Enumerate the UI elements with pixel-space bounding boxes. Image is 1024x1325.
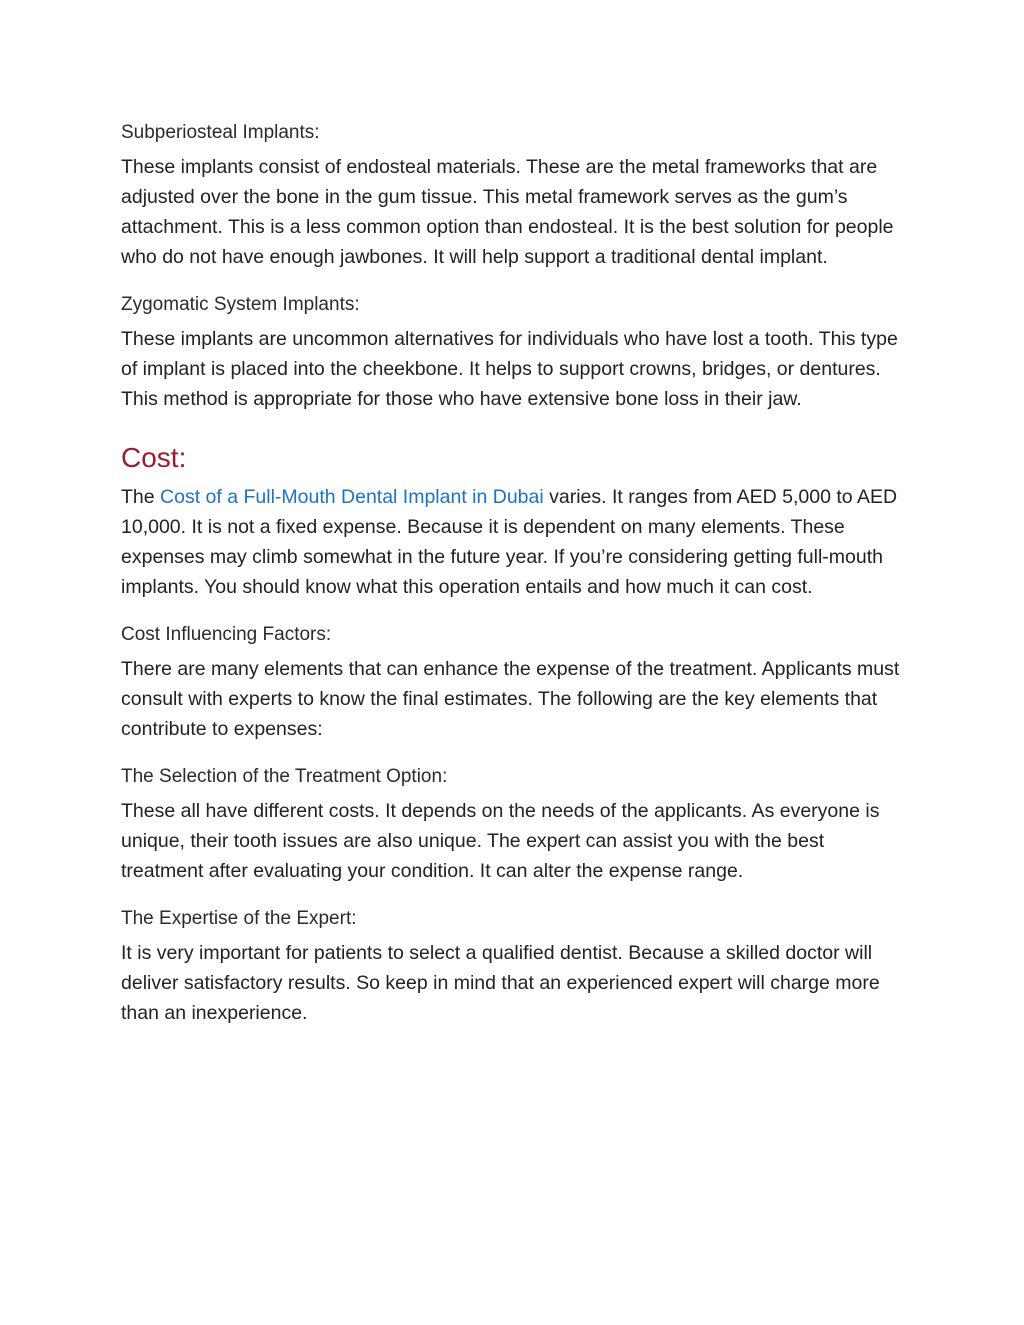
cost-paragraph bbox=[121, 482, 911, 602]
cost-section-heading: Cost: bbox=[121, 442, 187, 473]
subperiosteal-heading: Subperiosteal Implants: bbox=[121, 122, 320, 143]
expertise-paragraph: It is very important for patients to select a qualified dentist. Because a skilled doctor will deliver satisfactory results. So keep in mind that an experienced expert will charge more than an inexperience. bbox=[121, 942, 880, 1024]
selection-heading: The Selection of the Treatment Option: bbox=[121, 766, 448, 787]
cost-intro-suffix: varies. It ranges from AED 5,000 to AED 10,000. It is not a fixed expense. Because it is dependent on many elements. These expenses may climb somewhat in the future year. If you’re considering getting full-mouth implants. You should know what this operation entails and how much it can cost. bbox=[121, 486, 898, 598]
factors-paragraph: There are many elements that can enhance the expense of the treatment. Applicants must consult with experts to know the final estimates. The following are the key elements that contribute to expenses: bbox=[121, 658, 900, 740]
zygomatic-heading: Zygomatic System Implants: bbox=[121, 294, 360, 315]
cost-dubai-link[interactable]: Cost of a Full-Mouth Dental Implant in Dubai bbox=[160, 486, 544, 508]
cost-intro-prefix: The bbox=[121, 486, 161, 508]
zygomatic-paragraph: These implants are uncommon alternatives for individuals who have lost a tooth. This type of implant is placed into the cheekbone. It helps to support crowns, bridges, or dentures. This method is appropriate for those who have extensive bone loss in their jaw. bbox=[121, 328, 898, 410]
document-page bbox=[121, 118, 911, 1046]
selection-paragraph: These all have different costs. It depends on the needs of the applicants. As everyone is unique, their tooth issues are also unique. The expert can assist you with the best treatment after evaluating your condition. It can alter the expense range. bbox=[121, 800, 880, 882]
subperiosteal-paragraph: These implants consist of endosteal materials. These are the metal frameworks that are adjusted over the bone in the gum tissue. This metal framework serves as the gum’s attachment. This is a less common option than endosteal. It is the best solution for people who do not have enough jawbones. It will help support a traditional dental implant. bbox=[121, 156, 894, 268]
factors-heading: Cost Influencing Factors: bbox=[121, 624, 332, 645]
expertise-heading: The Expertise of the Expert: bbox=[121, 908, 357, 929]
